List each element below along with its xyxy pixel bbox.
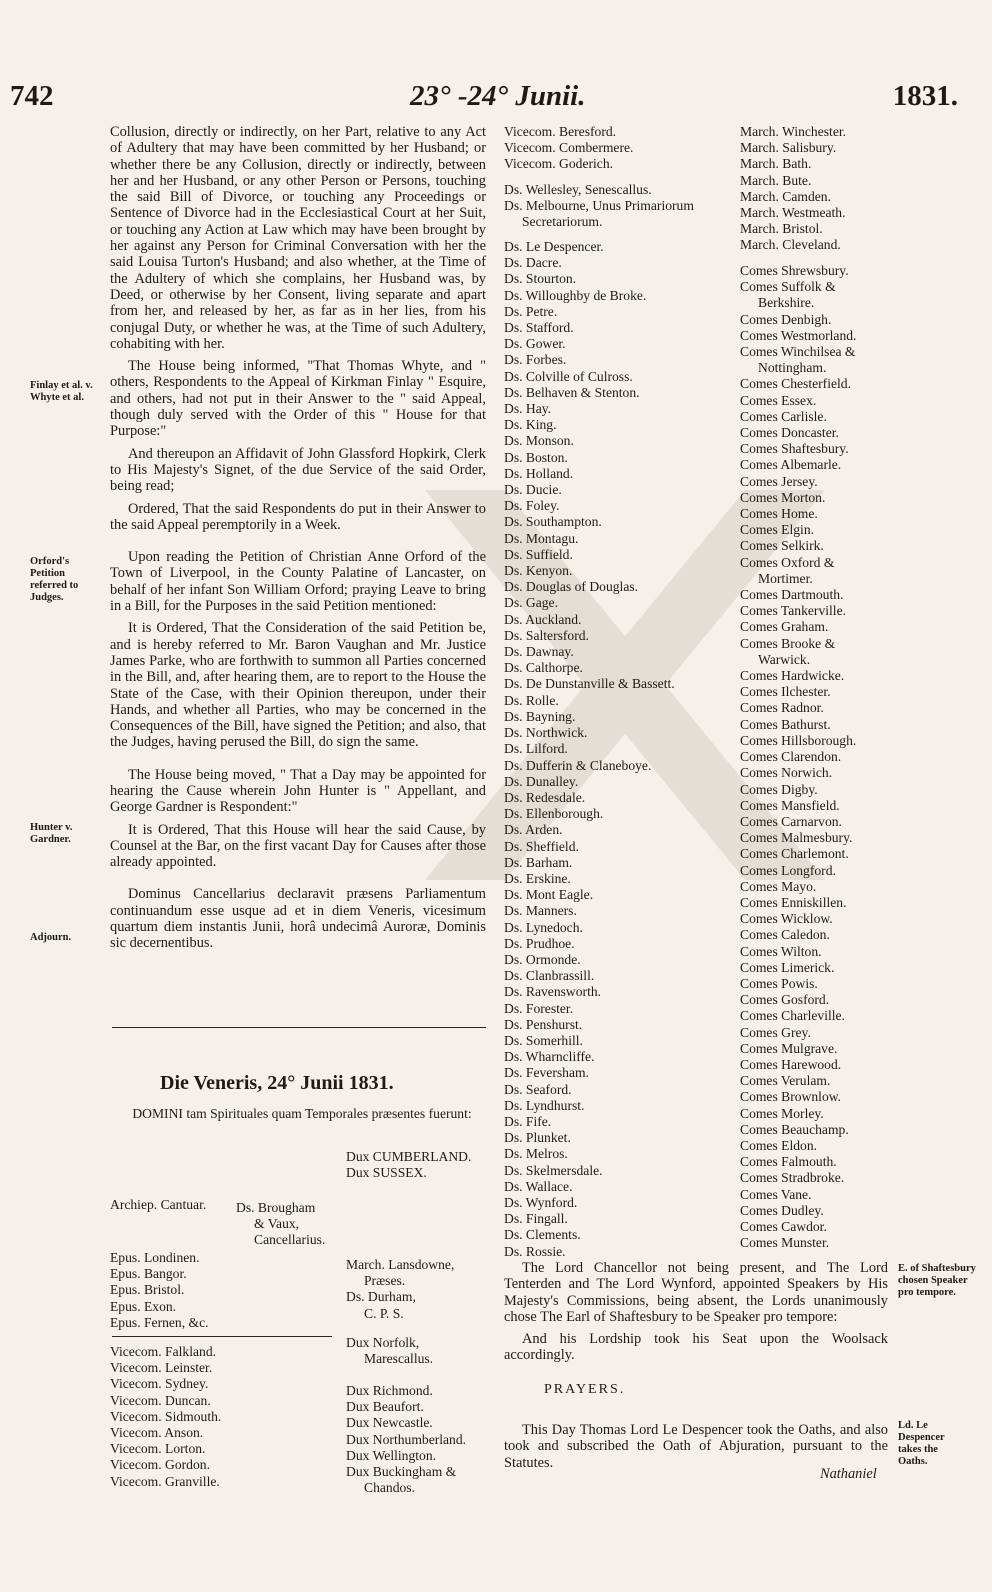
list-item: March. Camden. <box>740 188 831 204</box>
officers-list <box>504 182 694 231</box>
list-item: Ds. Hay. <box>504 401 552 417</box>
list-item: March. Westmeath. <box>740 205 846 221</box>
list-item: Comes Hillsborough. <box>740 732 857 748</box>
list-item: Ds. Dacre. <box>504 255 562 271</box>
list-item: Ds. Brougham <box>236 1200 316 1215</box>
list-item: Comes Dudley. <box>740 1202 824 1218</box>
list-item: Vicecom. Granville. <box>110 1473 220 1489</box>
list-item: Cancellarius. <box>254 1232 326 1248</box>
list-item: Ds. Erskine. <box>504 870 571 886</box>
list-item: Comes Grey. <box>740 1024 811 1040</box>
margin-note-adjourn: Adjourn. <box>30 932 72 943</box>
list-item: Comes Wicklow. <box>740 911 833 927</box>
vicecom-mid-list <box>504 124 633 173</box>
chancellor-entry <box>236 1200 325 1249</box>
list-item: Ds. Lynedoch. <box>504 919 583 935</box>
list-item: March. Bute. <box>740 172 812 188</box>
list-item: Comes Mansfield. <box>740 797 840 813</box>
list-item: Ds. Clements. <box>504 1227 581 1243</box>
list-item: Comes Harewood. <box>740 1056 842 1072</box>
list-item: Dux CUMBERLAND. <box>346 1149 472 1164</box>
list-item: Ds. Colville of Culross. <box>504 368 633 384</box>
list-item: Comes Graham. <box>740 619 829 635</box>
list-item: Ds. Somerhill. <box>504 1032 583 1048</box>
list-item: Ds. Stourton. <box>504 271 577 287</box>
list-item: Ds. Barham. <box>504 854 573 870</box>
list-item: Vicecom. Beresford. <box>504 124 617 139</box>
list-item: Ds. Arden. <box>504 822 563 838</box>
list-item: Comes Tankerville. <box>740 603 847 619</box>
list-item: Ds. Auckland. <box>504 611 582 627</box>
list-item: Ds. Mont Eagle. <box>504 887 594 903</box>
day-title: Die Veneris, 24° Junii 1831. <box>160 1072 394 1094</box>
paragraph-orford-petition: Upon reading the Petition of Christian Anne Orford of the Town of Liverpool, in the County Palatine of Lancaster, on behalf of her infant Son William Orford; praying Leave to bring in a Bill, for the Purposes in the said Petition mentioned: <box>110 549 486 615</box>
list-item: Comes Denbigh. <box>740 311 832 327</box>
list-item: Ds. Ravensworth. <box>504 984 602 1000</box>
list-item: Comes Brownlow. <box>740 1089 842 1105</box>
list-item: Dux Beaufort. <box>346 1399 424 1415</box>
dux-royal-list <box>346 1149 471 1181</box>
archiep-entry: Archiep. Cantuar. <box>110 1197 207 1212</box>
list-item: Comes Eldon. <box>740 1137 818 1153</box>
list-item: Ds. King. <box>504 417 557 433</box>
list-item: Ds. Forester. <box>504 1000 574 1016</box>
paragraph-woolsack: And his Lordship took his Seat upon the Woolsack accordingly. <box>504 1331 888 1364</box>
list-item: Vicecom. Anson. <box>110 1425 204 1441</box>
list-item: Comes Selkirk. <box>740 538 824 554</box>
list-item: Ds. Prudhoe. <box>504 935 575 951</box>
list-item: Ds. Monson. <box>504 433 574 449</box>
list-item: Comes Morley. <box>740 1105 824 1121</box>
list-item: Ds. Ormonde. <box>504 951 581 967</box>
paragraph-speaker-chosen: The Lord Chancellor not being present, and The Lord Tenterden and The Lord Wynford, appointed Speakers by His Majesty's Commissions, being absent, the Lords unanimously chose The Earl of Shaftesbury to be Speaker pro tempore: <box>504 1260 888 1325</box>
list-item: Comes Digby. <box>740 781 818 797</box>
list-item: Comes Elgin. <box>740 522 815 538</box>
list-item: Ds. Saltersford. <box>504 627 589 643</box>
list-item: Comes Munster. <box>740 1235 830 1251</box>
list-item: Dux Newcastle. <box>346 1415 433 1431</box>
list-item: Præses. <box>364 1273 406 1289</box>
list-item: Ds. Feversham. <box>504 1065 589 1081</box>
page-date: 23° -24° Junii. <box>410 80 586 112</box>
list-item: Epus. Bangor. <box>110 1266 187 1282</box>
list-item: Comes Westmorland. <box>740 327 857 343</box>
list-item: Comes Doncaster. <box>740 425 839 441</box>
paragraph-finlay-informed: The House being informed, "That Thomas Whyte, and " others, Respondents to the Appeal of Kirkman Finlay " Esquire, and others, had not put in their Answer to the " said Appeal, though duly served with the Order of this " House for that Purpose:" <box>110 358 486 440</box>
list-item: March. Winchester. <box>740 124 847 139</box>
list-item: Ds. Gage. <box>504 595 558 611</box>
margin-note-despencer: Ld. Le Despencer takes the Oaths. <box>898 1420 945 1467</box>
list-item: Ds. Rossie. <box>504 1243 566 1259</box>
list-item: Comes Bathurst. <box>740 716 831 732</box>
list-item: Ds. Melbourne, Unus Primariorum <box>504 198 694 214</box>
list-item: Ds. De Dunstanville & Bassett. <box>504 676 675 692</box>
list-item: Comes Mayo. <box>740 878 817 894</box>
list-item: Nottingham. <box>758 360 827 376</box>
list-item: Ds. Rolle. <box>504 692 559 708</box>
list-item: Ds. Manners. <box>504 903 577 919</box>
list-item: Ds. Holland. <box>504 465 574 481</box>
list-item: Ds. Stafford. <box>504 320 574 336</box>
marshal-entry <box>346 1335 433 1367</box>
list-item: March. Lansdowne, <box>346 1257 455 1272</box>
catchword: Nathaniel <box>820 1466 877 1482</box>
list-item: Ds. Wellesley, Senescallus. <box>504 182 652 197</box>
list-item: Ds. Sheffield. <box>504 838 579 854</box>
list-item: Comes Carnarvon. <box>740 813 842 829</box>
margin-note-orford: Orford's Petition referred to Judges. <box>30 556 79 603</box>
comes-list <box>740 263 856 1251</box>
list-item: Vicecom. Sydney. <box>110 1376 209 1392</box>
list-item: Marescallus. <box>364 1351 434 1367</box>
list-item: Ds. Douglas of Douglas. <box>504 579 639 595</box>
list-item: Ds. Penshurst. <box>504 1016 583 1032</box>
left-column-text <box>110 124 486 958</box>
list-item: Ds. Ellenborough. <box>504 806 604 822</box>
epus-divider <box>112 1336 332 1337</box>
list-item: Comes Mulgrave. <box>740 1040 838 1056</box>
list-item: Warwick. <box>758 651 811 667</box>
list-item: Dux Northumberland. <box>346 1431 467 1447</box>
list-item: Comes Hardwicke. <box>740 668 845 684</box>
list-item: Ds. Wallace. <box>504 1178 573 1194</box>
list-item: Ds. Montagu. <box>504 530 579 546</box>
list-item: Ds. Dunalley. <box>504 773 579 789</box>
list-item: Comes Longford. <box>740 862 836 878</box>
list-item: Comes Carlisle. <box>740 408 827 424</box>
paragraph-finlay-affidavit: And thereupon an Affidavit of John Glassford Hopkirk, Clerk to His Majesty's Signet, of the due Service of the said Order, being read; <box>110 445 486 495</box>
list-item: March. Bath. <box>740 156 812 172</box>
list-item: Comes Malmesbury. <box>740 830 853 846</box>
list-item: Vicecom. Combermere. <box>504 140 634 156</box>
march-list <box>740 124 846 254</box>
list-item: Comes Albemarle. <box>740 457 842 473</box>
list-item: Comes Morton. <box>740 489 826 505</box>
list-item: Ds. Fife. <box>504 1113 552 1129</box>
list-item: Dux Wellington. <box>346 1447 437 1463</box>
list-item: Ds. Kenyon. <box>504 563 573 579</box>
list-item: Comes Oxford & <box>740 554 835 570</box>
list-item: Comes Dartmouth. <box>740 587 844 603</box>
list-item: Ds. Bayning. <box>504 708 576 724</box>
list-item: Comes Enniskillen. <box>740 894 847 910</box>
list-item: Comes Limerick. <box>740 959 835 975</box>
list-item: Vicecom. Sidmouth. <box>110 1408 222 1424</box>
list-item: Comes Falmouth. <box>740 1154 837 1170</box>
page-number: 742 <box>10 80 54 112</box>
list-item: Epus. Londinen. <box>110 1250 200 1265</box>
list-item: Ds. Dufferin & Claneboye. <box>504 757 652 773</box>
list-item: Comes Shaftesbury. <box>740 441 849 457</box>
list-item: Comes Charleville. <box>740 1008 845 1024</box>
list-item: Comes Norwich. <box>740 765 833 781</box>
list-item: Ds. Le Despencer. <box>504 239 604 254</box>
list-item: Epus. Exon. <box>110 1298 177 1314</box>
list-item: Comes Wilton. <box>740 943 822 959</box>
list-item: Ds. Boston. <box>504 449 568 465</box>
list-item: Ds. Skelmersdale. <box>504 1162 603 1178</box>
margin-note-hunter: Hunter v. Gardner. <box>30 822 73 845</box>
list-item: March. Cleveland. <box>740 237 841 253</box>
list-item: Ds. Clanbrassill. <box>504 968 595 984</box>
paragraph-adjourn: Dominus Cancellarius declaravit præsens Parliamentum continuandum esse usque ad et in diem Veneris, vicesimum quartum diem instantis Junii, horâ undecimâ Auroræ, Dominis sic decernentibus. <box>110 886 486 952</box>
list-item: Comes Winchilsea & <box>740 344 856 360</box>
list-item: Ds. Belhaven & Stenton. <box>504 384 640 400</box>
list-item: & Vaux, <box>254 1216 300 1232</box>
list-item: Comes Beauchamp. <box>740 1121 849 1137</box>
list-item: C. P. S. <box>364 1305 404 1321</box>
list-item: Comes Verulam. <box>740 1073 831 1089</box>
list-item: Dux Norfolk, <box>346 1335 420 1350</box>
list-item: March. Bristol. <box>740 221 823 237</box>
list-item: Ds. Dawnay. <box>504 644 574 660</box>
vicecom-left-list <box>110 1344 221 1490</box>
list-item: Secretariorum. <box>522 214 603 230</box>
list-item: Comes Clarendon. <box>740 749 842 765</box>
list-item: Comes Chesterfield. <box>740 376 851 392</box>
list-item: Ds. Lyndhurst. <box>504 1097 585 1113</box>
dux-list <box>346 1383 466 1496</box>
list-item: Comes Radnor. <box>740 700 824 716</box>
list-item: Ds. Foley. <box>504 498 560 514</box>
list-item: March. Salisbury. <box>740 140 837 156</box>
margin-note-finlay: Finlay et al. v. Whyte et al. <box>30 380 93 403</box>
page-year: 1831. <box>892 80 958 112</box>
list-item: Vicecom. Gordon. <box>110 1457 210 1473</box>
list-item: Ds. Wharncliffe. <box>504 1049 595 1065</box>
paragraph-hunter-moved: The House being moved, " That a Day may be appointed for hearing the Cause wherein John Hunter is " Appellant, and George Gardner is Respondent:" <box>110 766 486 816</box>
list-item: Comes Caledon. <box>740 927 830 943</box>
list-item: Ds. Melros. <box>504 1146 568 1162</box>
list-item: Ds. Lilford. <box>504 741 568 757</box>
paragraph-oaths: This Day Thomas Lord Le Despencer took the Oaths, and also took and subscribed the Oath of Abjuration, pursuant to the Statutes. <box>504 1422 888 1471</box>
list-item: Comes Suffolk & <box>740 279 836 295</box>
list-item: Dux Buckingham & <box>346 1464 457 1480</box>
list-item: Ds. Northwick. <box>504 725 588 741</box>
list-item: Ds. Redesdale. <box>504 789 586 805</box>
list-item: Epus. Fernen, &c. <box>110 1314 209 1330</box>
list-item: Ds. Suffield. <box>504 546 573 562</box>
ds-list <box>504 239 675 1260</box>
list-item: Comes Stradbroke. <box>740 1170 845 1186</box>
president-entry <box>346 1257 454 1322</box>
list-item: Ds. Durham, <box>346 1289 416 1305</box>
paragraph-hunter-ordered: It is Ordered, That this House will hear the said Cause, by Counsel at the Bar, on the first vacant Day for Causes after those already appointed. <box>110 821 486 871</box>
list-item: Ds. Wynford. <box>504 1194 578 1210</box>
list-item: Comes Home. <box>740 506 818 522</box>
list-item: Ds. Calthorpe. <box>504 660 583 676</box>
margin-note-shaftesbury: E. of Shaftesbury chosen Speaker pro tempore. <box>898 1263 976 1298</box>
list-item: Ds. Southampton. <box>504 514 602 530</box>
section-divider <box>112 1027 486 1028</box>
list-item: Ds. Seaford. <box>504 1081 572 1097</box>
list-item: Ds. Gower. <box>504 336 566 352</box>
list-item: Ds. Willoughby de Broke. <box>504 287 647 303</box>
list-item: Epus. Bristol. <box>110 1282 185 1298</box>
list-item: Ds. Plunket. <box>504 1130 571 1146</box>
list-item: Vicecom. Goderich. <box>504 156 614 172</box>
list-item: Vicecom. Duncan. <box>110 1392 211 1408</box>
list-item: Comes Cawdor. <box>740 1218 827 1234</box>
paragraph-finlay-ordered: Ordered, That the said Respondents do put in their Answer to the said Appeal peremptorily in a Week. <box>110 500 486 533</box>
list-item: Mortimer. <box>758 570 813 586</box>
right-column-text <box>504 1260 888 1370</box>
list-item: Comes Ilchester. <box>740 684 831 700</box>
list-item: Comes Powis. <box>740 975 818 991</box>
list-item: Ds. Forbes. <box>504 352 567 368</box>
list-item: Comes Charlemont. <box>740 846 849 862</box>
list-item: Comes Brooke & <box>740 635 836 651</box>
list-item: Comes Shrewsbury. <box>740 263 849 278</box>
list-item: Dux Richmond. <box>346 1383 433 1398</box>
list-item: Vicecom. Falkland. <box>110 1344 217 1359</box>
list-item: Comes Gosford. <box>740 992 830 1008</box>
list-item: Ds. Petre. <box>504 303 558 319</box>
list-item: Vicecom. Leinster. <box>110 1360 213 1376</box>
epus-list <box>110 1250 209 1331</box>
list-item: Chandos. <box>364 1480 415 1496</box>
list-item: Vicecom. Lorton. <box>110 1441 206 1457</box>
list-item: Dux SUSSEX. <box>346 1165 427 1181</box>
list-item: Ds. Ducie. <box>504 482 562 498</box>
list-item: Comes Vane. <box>740 1186 812 1202</box>
list-item: Comes Essex. <box>740 392 817 408</box>
prayers-heading: PRAYERS. <box>544 1382 626 1397</box>
paragraph-orford-ordered: It is Ordered, That the Consideration of the said Petition be, and is hereby referred to Mr. Baron Vaughan and Mr. Justice James Parke, who are forthwith to summon all Parties concerned in the Bill, and, after hearing them, are to report to the House the State of the Case, with their Opinion thereupon, under their Hands, and whether all Parties, who may be concerned in the Consequences of the Bill, have signed the Petition; and also, that the Judges, having perused the Bill, do sign the same. <box>110 620 486 751</box>
list-item: Ds. Fingall. <box>504 1211 568 1227</box>
list-item: Comes Jersey. <box>740 473 818 489</box>
domini-heading: DOMINI tam Spirituales quam Temporales præsentes fuerunt: <box>132 1106 472 1121</box>
list-item: Berkshire. <box>758 295 815 311</box>
paragraph-turton: Collusion, directly or indirectly, on her Part, relative to any Act of Adultery that may have been committed by her Husband; or whether there be any Collusion, directly or indirectly, between her and her Husband, or any other Person or Persons, touching the said Bill of Divorce, or touching any Proceedings or Sentence of Divorce had in the Ecclesiastical Court at her Suit, or touching any Action at Law which may have been brought by her against any Person for Criminal Conversation with her the said Louisa Turton's Husband; and also whether, at the Time of the Adultery of which she complains, her Husband was, by Deed, or otherwise by her Consent, living separate and apart from her, and released by her, as far as in her lies, from his conjugal Duty, or whether he was, at the Time of such Adultery, cohabiting with her. <box>110 124 486 352</box>
